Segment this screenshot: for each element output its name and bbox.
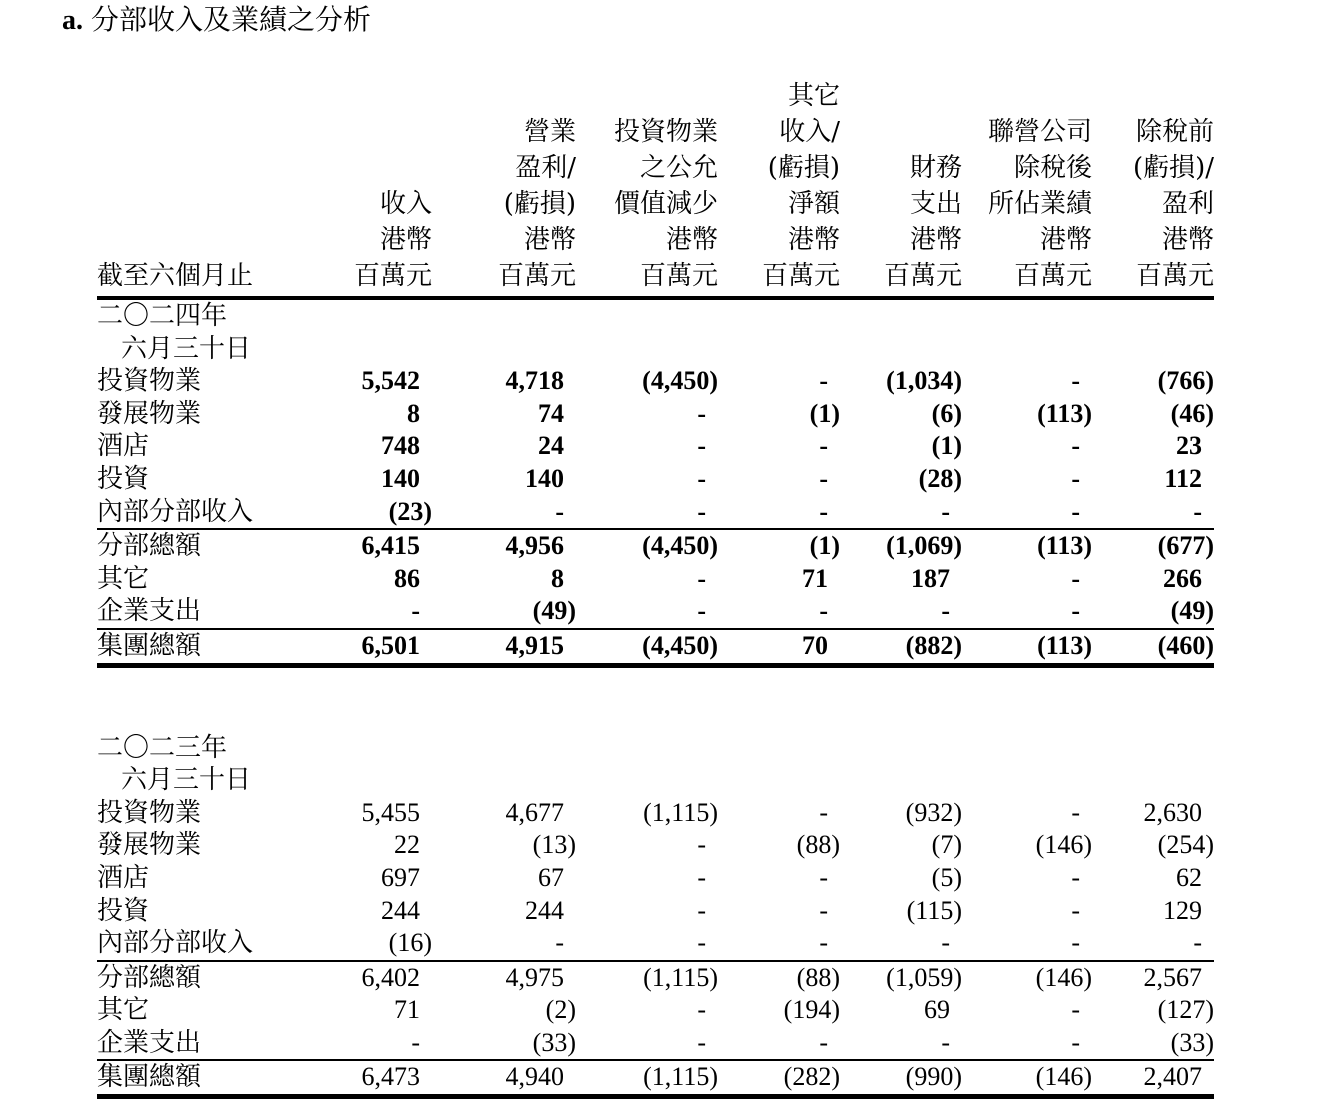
value-cell: 4,718	[505, 366, 564, 396]
value-cell: 2,567	[1092, 961, 1214, 995]
value-cell: (127)	[1157, 995, 1214, 1025]
column-header-line: 港幣	[1161, 225, 1214, 255]
value-cell: -	[1071, 895, 1080, 925]
value-cell: 266	[1163, 563, 1202, 593]
value-cell: -	[697, 895, 706, 925]
period-heading-row	[97, 333, 1214, 366]
table-row	[97, 463, 1214, 496]
value-cell: (282)	[718, 1060, 840, 1096]
column-header-line: 所佔業績	[987, 189, 1092, 219]
value-cell: (7)	[931, 830, 962, 860]
value-cell: -	[1071, 563, 1080, 593]
value-cell: -	[697, 995, 706, 1025]
value-cell: -	[697, 830, 706, 860]
value-cell: (1,069)	[840, 529, 962, 563]
row-label: 投資	[97, 463, 150, 494]
row-label: 集團總額	[97, 1060, 332, 1096]
value-cell: (4,450)	[576, 629, 718, 665]
value-cell: -	[1071, 366, 1080, 396]
value-cell: 140	[525, 463, 564, 493]
value-cell: -	[1071, 862, 1080, 892]
value-cell: -	[697, 431, 706, 461]
value-cell: 2,407	[1092, 1060, 1214, 1096]
value-cell: (13)	[532, 830, 576, 860]
value-cell: -	[819, 1027, 828, 1057]
value-cell: (146)	[962, 1060, 1092, 1096]
column-header-line: 其它	[787, 81, 840, 111]
value-cell: (113)	[1037, 398, 1092, 428]
value-cell: (23)	[388, 496, 432, 526]
value-cell: 4,975	[432, 961, 576, 995]
value-cell: -	[555, 928, 564, 958]
value-cell: 69	[924, 995, 950, 1025]
table-row	[97, 1027, 1214, 1061]
value-cell: -	[819, 496, 828, 526]
value-cell: 244	[381, 895, 420, 925]
value-cell: (113)	[962, 529, 1092, 563]
value-cell: 6,501	[332, 629, 432, 665]
value-cell: -	[819, 366, 828, 396]
value-cell: 62	[1176, 862, 1202, 892]
period-header: 截至六個月止	[97, 78, 332, 298]
value-cell: (49)	[1170, 596, 1214, 626]
column-header-line: 除稅後	[1013, 153, 1092, 183]
value-cell: (1,115)	[643, 797, 718, 827]
value-cell: -	[697, 563, 706, 593]
column-header	[962, 78, 1092, 298]
segment-analysis-table	[97, 78, 1214, 1099]
value-cell: -	[819, 431, 828, 461]
row-label: 企業支出	[97, 596, 202, 627]
column-header	[1092, 78, 1214, 298]
column-header-line: 百萬元	[353, 261, 432, 291]
value-cell: -	[819, 862, 828, 892]
value-cell: -	[941, 596, 950, 626]
value-cell: (88)	[796, 830, 840, 860]
period-heading-row	[97, 764, 1214, 797]
column-header-line: 港幣	[523, 225, 576, 255]
value-cell: -	[697, 496, 706, 526]
value-cell: -	[819, 895, 828, 925]
row-label: 投資物業	[97, 797, 202, 828]
period-date: 六月三十日	[121, 333, 252, 364]
column-header-line: 港幣	[379, 225, 432, 255]
value-cell: 140	[381, 463, 420, 493]
value-cell: -	[555, 496, 564, 526]
column-header-line: (虧損)/	[1132, 153, 1214, 183]
table-row	[97, 563, 1214, 596]
value-cell: (1)	[718, 529, 840, 563]
value-cell: 4,677	[505, 797, 564, 827]
value-cell: (1,115)	[576, 961, 718, 995]
value-cell: (5)	[931, 862, 962, 892]
value-cell: -	[697, 398, 706, 428]
value-cell: (4,450)	[642, 366, 718, 396]
column-header	[840, 78, 962, 298]
column-header-line: 百萬元	[1135, 261, 1214, 291]
period-2024	[97, 298, 1214, 665]
table-row	[97, 961, 1214, 995]
value-cell: 112	[1164, 463, 1202, 493]
value-cell: (460)	[1092, 629, 1214, 665]
column-header-line: 價值減少	[613, 189, 718, 219]
column-header-line: 收入/	[779, 117, 840, 147]
column-header-line: 財務	[909, 153, 962, 183]
table-row	[97, 1060, 1214, 1096]
value-cell: (28)	[918, 463, 962, 493]
row-label: 其它	[97, 995, 150, 1026]
column-header-line: 百萬元	[497, 261, 576, 291]
row-label: 投資物業	[97, 366, 202, 397]
value-cell: (88)	[718, 961, 840, 995]
column-header	[718, 78, 840, 298]
value-cell: (6)	[931, 398, 962, 428]
table-row	[97, 529, 1214, 563]
section-label: a.	[62, 5, 83, 36]
column-header-line: 港幣	[787, 225, 840, 255]
column-header-line: 百萬元	[1013, 261, 1092, 291]
row-label: 投資	[97, 895, 150, 926]
value-cell: (2)	[545, 995, 576, 1025]
value-cell: (932)	[905, 797, 962, 827]
value-cell: -	[1193, 928, 1202, 958]
period-year: 二〇二四年	[97, 301, 228, 331]
period-year: 二〇二三年	[97, 732, 228, 763]
table-row	[97, 496, 1214, 530]
table-row	[97, 895, 1214, 928]
value-cell: 244	[525, 895, 564, 925]
value-cell: (766)	[1157, 366, 1214, 396]
value-cell: -	[941, 1027, 950, 1057]
row-label: 分部總額	[97, 961, 332, 995]
value-cell: 187	[911, 563, 950, 593]
column-header-line: 淨額	[787, 189, 840, 219]
table-header-row	[97, 78, 1214, 298]
row-label: 發展物業	[97, 398, 202, 429]
value-cell: -	[1071, 797, 1080, 827]
value-cell: 86	[394, 563, 420, 593]
value-cell: -	[819, 928, 828, 958]
value-cell: (113)	[962, 629, 1092, 665]
value-cell: (115)	[906, 895, 962, 925]
column-header-line: 收入	[379, 189, 432, 219]
column-header-line: 盈利	[1161, 189, 1214, 219]
column-header-line: (虧損)	[503, 189, 576, 219]
period-2023	[97, 732, 1214, 1097]
column-header-line: 投資物業	[613, 117, 718, 147]
value-cell: 6,402	[332, 961, 432, 995]
table-row	[97, 994, 1214, 1027]
value-cell: -	[941, 928, 950, 958]
value-cell: -	[411, 596, 420, 626]
column-header-line: 之公允	[639, 153, 718, 183]
column-header-line: 百萬元	[761, 261, 840, 291]
value-cell: (254)	[1157, 830, 1214, 860]
value-cell: -	[819, 463, 828, 493]
value-cell: (16)	[388, 928, 432, 958]
value-cell: (882)	[840, 629, 962, 665]
value-cell: (1,115)	[576, 1060, 718, 1096]
value-cell: (990)	[840, 1060, 962, 1096]
row-label: 內部分部收入	[97, 928, 254, 959]
table-row	[97, 365, 1214, 398]
row-label: 分部總額	[97, 529, 332, 563]
column-header-line: 除稅前	[1135, 117, 1214, 147]
row-label: 其它	[97, 563, 150, 594]
value-cell: -	[697, 928, 706, 958]
period-heading-row	[97, 732, 1214, 765]
row-label: 內部分部收入	[97, 496, 254, 527]
value-cell: (33)	[532, 1027, 576, 1057]
value-cell: (194)	[783, 995, 840, 1025]
value-cell: -	[819, 596, 828, 626]
period-date: 六月三十日	[121, 765, 252, 796]
column-header-line: 營業	[523, 117, 576, 147]
value-cell: (1,034)	[886, 366, 962, 396]
value-cell: -	[1071, 496, 1080, 526]
value-cell: (1)	[809, 398, 840, 428]
value-cell: (49)	[532, 596, 576, 626]
value-cell: 24	[538, 431, 564, 461]
value-cell: 5,542	[361, 366, 420, 396]
value-cell: -	[697, 463, 706, 493]
column-header	[576, 78, 718, 298]
column-header	[432, 78, 576, 298]
table-row	[97, 797, 1214, 830]
value-cell: 6,473	[332, 1060, 432, 1096]
value-cell: 70	[718, 629, 840, 665]
row-label: 集團總額	[97, 629, 332, 665]
table-row	[97, 398, 1214, 431]
value-cell: (146)	[1035, 830, 1092, 860]
value-cell: -	[1071, 995, 1080, 1025]
value-cell: 697	[381, 862, 420, 892]
value-cell: 129	[1163, 895, 1202, 925]
value-cell: 6,415	[332, 529, 432, 563]
row-label: 發展物業	[97, 830, 202, 861]
value-cell: 71	[802, 563, 828, 593]
column-header-line: (虧損)	[767, 153, 840, 183]
table-row	[97, 829, 1214, 862]
value-cell: -	[697, 1027, 706, 1057]
value-cell: 74	[538, 398, 564, 428]
value-cell: 71	[394, 995, 420, 1025]
section-title-text: 分部收入及業績之分析	[91, 3, 372, 36]
table-row	[97, 862, 1214, 895]
column-header-line: 百萬元	[639, 261, 718, 291]
section-title	[62, 2, 371, 39]
value-cell: 4,915	[432, 629, 576, 665]
value-cell: 67	[538, 862, 564, 892]
value-cell: (33)	[1170, 1027, 1214, 1057]
column-header-line: 港幣	[665, 225, 718, 255]
row-label: 酒店	[97, 862, 150, 893]
value-cell: 4,940	[432, 1060, 576, 1096]
value-cell: (1)	[931, 431, 962, 461]
value-cell: 22	[394, 830, 420, 860]
value-cell: -	[697, 862, 706, 892]
value-cell: -	[941, 496, 950, 526]
value-cell: 23	[1176, 431, 1202, 461]
value-cell: (146)	[962, 961, 1092, 995]
value-cell: -	[697, 596, 706, 626]
value-cell: -	[411, 1027, 420, 1057]
value-cell: 748	[381, 431, 420, 461]
table-row	[97, 629, 1214, 665]
table-row	[97, 927, 1214, 961]
column-header-line: 港幣	[1039, 225, 1092, 255]
period-spacer	[97, 665, 1214, 732]
column-header-line: 聯營公司	[987, 117, 1092, 147]
column-header	[332, 78, 432, 298]
value-cell: 4,956	[432, 529, 576, 563]
table-row	[97, 595, 1214, 629]
value-cell: (4,450)	[576, 529, 718, 563]
column-header-line: 支出	[909, 189, 962, 219]
value-cell: -	[1193, 496, 1202, 526]
value-cell: (677)	[1092, 529, 1214, 563]
column-header-line: 盈利/	[515, 153, 576, 183]
value-cell: -	[1071, 1027, 1080, 1057]
value-cell: -	[1071, 928, 1080, 958]
value-cell: -	[1071, 596, 1080, 626]
row-label: 酒店	[97, 431, 150, 462]
column-header-line: 港幣	[909, 225, 962, 255]
value-cell: (46)	[1170, 398, 1214, 428]
value-cell: 8	[551, 563, 564, 593]
value-cell: -	[819, 797, 828, 827]
row-label: 企業支出	[97, 1027, 202, 1058]
period-heading-row	[97, 298, 1214, 333]
table-row	[97, 430, 1214, 463]
column-header-line: 百萬元	[883, 261, 962, 291]
value-cell: 8	[407, 398, 420, 428]
value-cell: 2,630	[1143, 797, 1202, 827]
value-cell: -	[1071, 463, 1080, 493]
value-cell: 5,455	[361, 797, 420, 827]
value-cell: -	[1071, 431, 1080, 461]
value-cell: (1,059)	[840, 961, 962, 995]
